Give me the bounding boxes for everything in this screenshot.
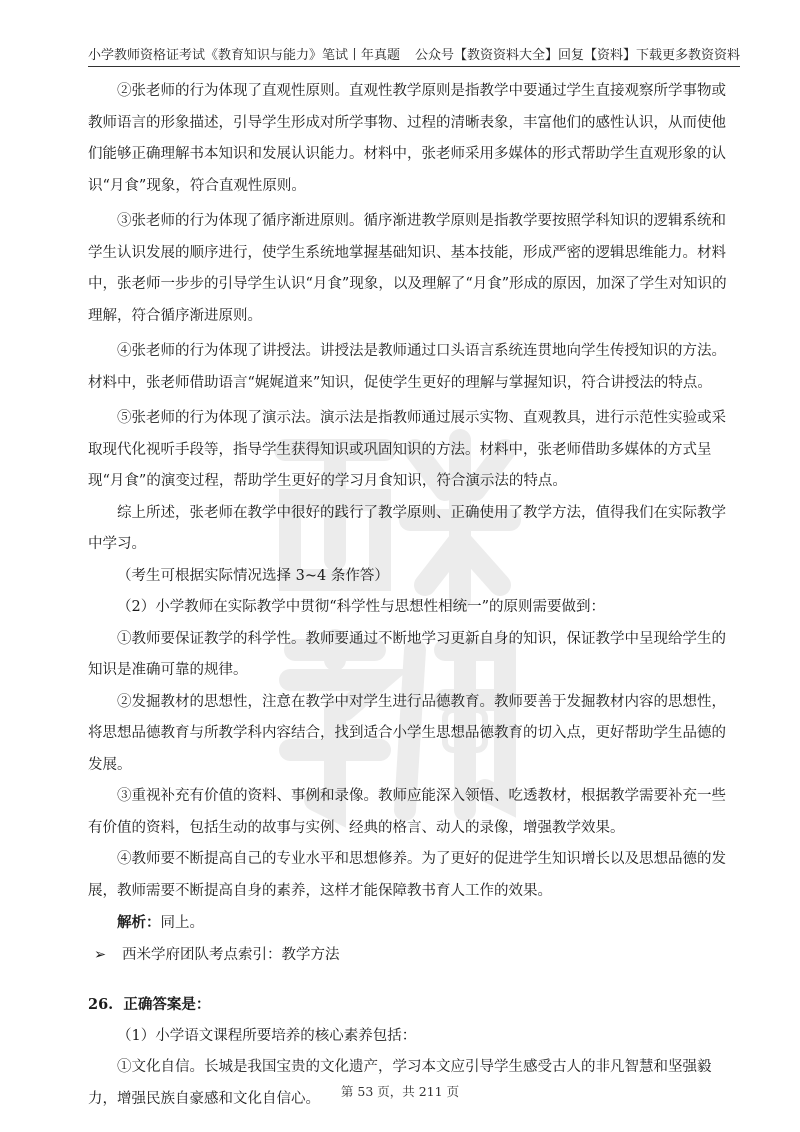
paragraph-part2-item3: ③重视补充有价值的资料、事例和录像。教师应能深入领悟、吃透教材，根据教学需要补充一些有价值的资料，包括生动的故事与实例、经典的格言、动人的录像，增强教学效果。 [88,788,726,836]
paragraph-summary: 综上所述，张老师在教学中很好的践行了教学原则、正确使用了教学方法，值得我们在实际教学中学习。 [88,504,726,552]
paragraph-demonstration-method: ⑤张老师的行为体现了演示法。演示法是指教师通过展示实物、直观教具，进行示范性实验或采取现代化视听手段等，指导学生获得知识或巩固知识的方法。材料中，张老师借助多媒体的方式呈现“月食”的演变过程，帮助学生更好的学习月食知识，符合演示法的特点。 [88,410,726,489]
paragraph-intuitive-principle: ②张老师的行为体现了直观性原则。直观性教学原则是指教学中要通过学生直接观察所学事物或教师语言的形象描述，引导学生形成对所学事物、过程的清晰表象，丰富他们的感性认识，从而使他们能够正确理解书本知识和发展认识能力。材料中，张老师采用多媒体的形式帮助学生直观形象的认识“月食”现象，符合直观性原则。 [88,83,726,194]
paragraph-note: （考生可根据实际情况选择 3~4 条作答） [117,567,389,584]
paragraph-part2-item2: ②发掘教材的思想性，注意在教学中对学生进行品德教育。教师要善于发掘教材内容的思想性，将思想品德教育与所教学科内容结合，找到适合小学生思想品德教育的切入点，更好帮助学生品德的发展。 [88,693,726,773]
header-promo: 公众号【教资资料大全】回复【资料】下载更多教资资料 [414,48,740,63]
paragraph-part2-intro: （2）小学教师在实际教学中贯彻“科学性与思想性相统一”的原则需要做到： [117,599,606,615]
analysis-line [88,907,728,940]
knowledge-index-text: 西米学府团队考点索引：教学方法 [122,946,340,963]
paragraph-lecture-method: ④张老师的行为体现了讲授法。讲授法是教师通过口头语言系统连贯地向学生传授知识的方法。材料中，张老师借助语言“娓娓道来”知识，促使学生更好的理解与掌握知识，符合讲授法的特点。 [88,343,726,391]
paragraph-part2-item1: ①教师要保证教学的科学性。教师要通过不断地学习更新自身的知识，保证教学中呈现给学生的知识是准确可靠的规律。 [88,630,726,678]
bullet-arrow-icon: ➢ [94,946,107,963]
knowledge-index [88,940,728,972]
paragraph-q26-item1: ①文化自信。长城是我国宝贵的文化遗产，学习本文应引导学生感受古人的非凡智慧和坚强毅力，增强民族自豪感和文化自信心。 [88,1059,712,1107]
question-26-heading [88,989,728,1021]
paragraph-q26-intro: （1）小学语文课程所要培养的核心素养包括： [117,1027,417,1044]
paragraph-gradual-principle: ③张老师的行为体现了循序渐进原则。循序渐进教学原则是指教学要按照学科知识的逻辑系统和学生认识发展的顺序进行，使学生系统地掌握基础知识、基本技能，形成严密的逻辑思维能力。材料中，张老师一步步的引导学生认识“月食”现象，以及理解了“月食”形成的原因，加深了学生对知识的理解，符合循序渐进原则。 [88,213,727,324]
page-number: 第 53 页，共 211 页 [340,1084,460,1099]
page-header [88,44,740,67]
question-answer-label: 正确答案是： [123,996,211,1013]
analysis-label: 解析： [117,914,161,931]
question-number: 26. [88,996,114,1013]
answer-content [88,76,728,1115]
header-title: 小学教师资格证考试《教育知识与能力》笔试丨年真题 [88,48,401,63]
paragraph-part2-item4: ④教师要不断提高自己的专业水平和思想修养。为了更好的促进学生知识增长以及思想品德的发展，教师需要不断提高自身的素养，这样才能保障教书育人工作的效果。 [88,851,726,899]
analysis-text: 同上。 [160,915,204,931]
